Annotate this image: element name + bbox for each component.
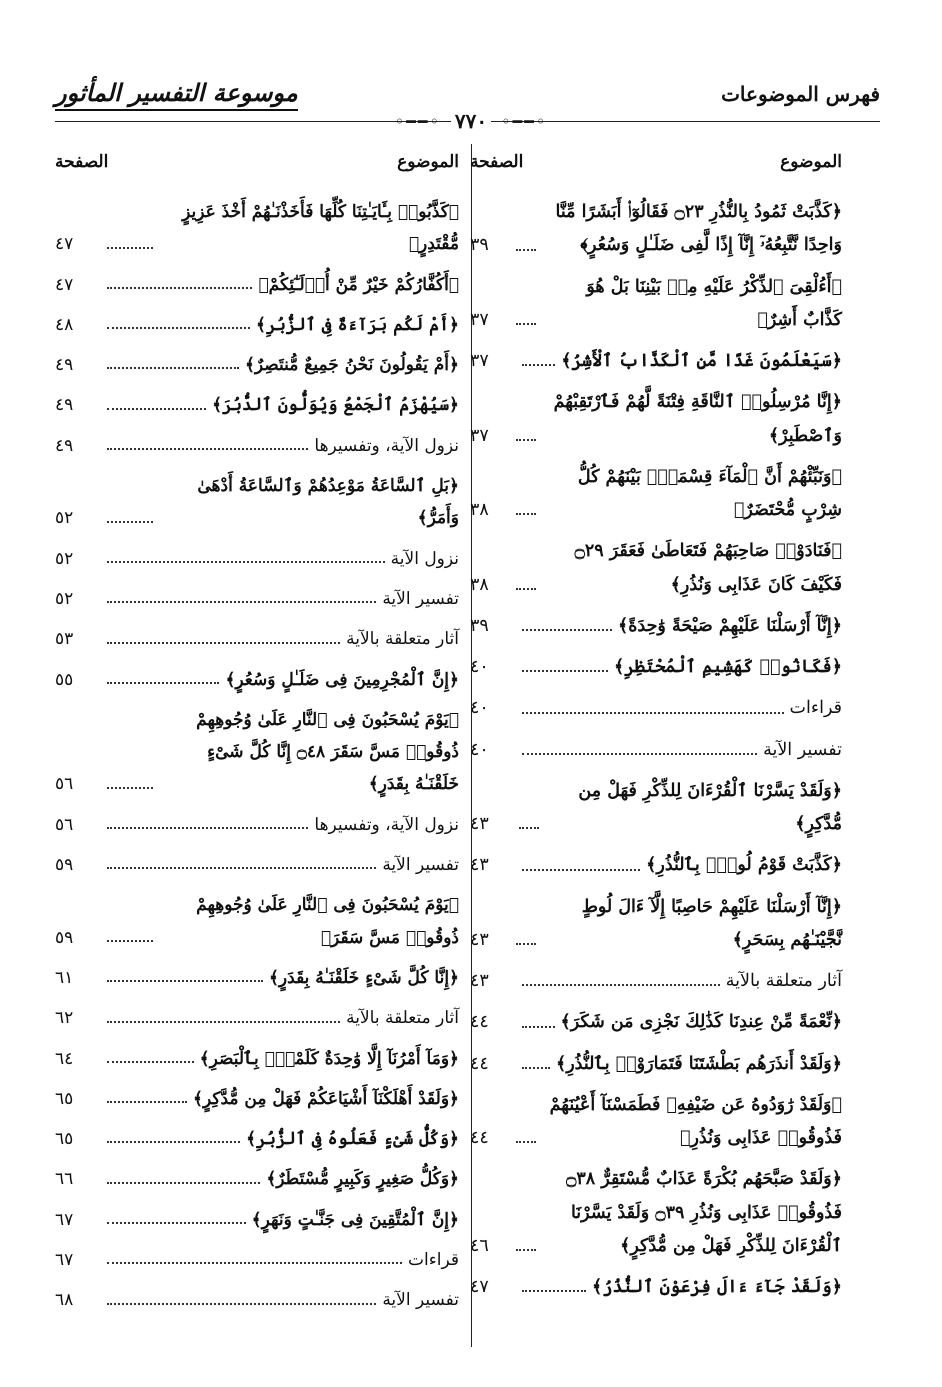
entry-title: ﴿إِنَّا كُلَّ شَىْءٍ خَلَقْنَـٰهُ بِقَدَرٍ﴾	[268, 967, 459, 988]
index-entry	[55, 579, 459, 619]
entry-page-number: ٦٧	[55, 1209, 74, 1230]
entry-page-number: ٦١	[55, 967, 74, 988]
index-column-right	[470, 146, 842, 1308]
entry-title: ﴿وَلَقَدْ رَٰوَدُوهُ عَن ضَيْفِهِۦ فَطَمَسْنَآ أَعْيُنَهُمْ فَذُوقُوا۟ عَذَابِى وَنُذُرِ﴾	[549, 1094, 842, 1148]
index-entry	[470, 1267, 842, 1308]
entry-page-number: ٤٦	[470, 1235, 489, 1256]
topic-header: الموضوع	[397, 152, 459, 172]
entry-page-number: ٤٧	[55, 274, 74, 295]
entry-page-number: ٤٤	[470, 1128, 489, 1148]
entry-title: ﴿أَمْ لَكُم بَرَآءَةٌ فِى ٱلزُّبُرِ﴾	[256, 314, 459, 335]
entry-page-number: ٤٧	[55, 234, 74, 255]
dot-leader	[107, 787, 153, 789]
entry-page-number: ٣٧	[470, 351, 489, 371]
entry-page-number: ٤٤	[470, 1012, 489, 1033]
index-entry	[55, 265, 459, 305]
entry-title: ﴿يَوْمَ يُسْحَبُونَ فِى ٱلنَّارِ عَلَىٰ وُجُوهِهِمْ ذُوقُوا۟ مَسَّ سَقَرَ ۝٤٨ إِنَّا كُلَّ شَىْءٍ خَلَقْنَـٰهُ بِقَدَرٍ﴾	[196, 709, 459, 795]
index-entry	[55, 958, 459, 998]
dot-leader	[107, 642, 340, 644]
index-entry	[55, 305, 459, 345]
dot-leader	[107, 448, 308, 450]
dot-leader	[516, 588, 536, 590]
entry-title: قراءات	[789, 698, 842, 719]
entry-title: ﴿أَكُفَّارُكُمْ خَيْرٌ مِّنْ أُو۟لَـٰٓئِكُمْ﴾	[258, 274, 459, 295]
dot-leader	[107, 521, 153, 523]
index-entry	[470, 267, 842, 342]
dot-leader	[107, 1303, 376, 1305]
entry-page-number: ٦٦	[55, 1169, 74, 1190]
dot-leader	[516, 1249, 536, 1251]
entry-title: ﴿وَلَقَدْ صَبَّحَهُم بُكْرَةً عَذَابٌ مُّسْتَقِرٌّ ۝٣٨ فَذُوقُوا۟ عَذَابِى وَنُذُرِ ۝٣٩ وَلَقَدْ يَسَّرْنَا ٱلْقُرْءَانَ لِلذِّكْرِ فَهَلْ مِن مُّدَّكِرٍ﴾	[566, 1169, 842, 1256]
dot-leader	[519, 827, 539, 829]
entry-page-number: ٥٥	[55, 669, 74, 690]
page-header-label: الصفحة	[55, 152, 109, 172]
index-entry	[470, 887, 842, 962]
entry-title: ﴿أَءُلْقِىَ ٱلذِّكْرُ عَلَيْهِ مِنۢ بَيْنِنَا بَلْ هُوَ كَذَّابٌ أَشِرٌ﴾	[586, 276, 842, 330]
entry-page-number: ٤٣	[470, 929, 489, 950]
column-header	[470, 146, 842, 182]
index-entry	[470, 531, 842, 606]
entry-list	[470, 192, 842, 1308]
entry-page-number: ٦٧	[55, 1250, 74, 1271]
dot-leader	[107, 367, 239, 369]
dot-leader	[107, 980, 263, 982]
entry-title: ﴿إِنَّآ أَرْسَلْنَا عَلَيْهِمْ صَيْحَةً وَٰحِدَةً﴾	[618, 615, 842, 636]
entry-page-number: ٥٩	[55, 855, 74, 876]
entry-title: ﴿وَلَقَدْ أَنذَرَهُم بَطْشَتَنَا فَتَمَارَوْا۟ بِٱلنُّذُرِ﴾	[555, 1053, 842, 1074]
dot-leader	[522, 1290, 586, 1292]
index-entry	[470, 771, 842, 846]
dot-leader	[107, 867, 376, 869]
dot-leader	[107, 1141, 240, 1143]
dot-leader	[516, 943, 536, 945]
entry-page-number: ٦٥	[55, 1088, 74, 1109]
index-entry	[55, 192, 459, 265]
entry-page-number: ٤٣	[470, 855, 489, 876]
entry-title: ﴿فَنَادَوْا۟ صَاحِبَهُمْ فَتَعَاطَىٰ فَعَقَرَ ۝٢٩ فَكَيْفَ كَانَ عَذَابِى وَنُذُرِ﴾	[574, 541, 842, 595]
entry-title: ﴿أَمْ يَقُولُونَ نَحْنُ جَمِيعٌ مُّنتَصِرٌ﴾	[244, 355, 459, 376]
page-number: ٧٧٠	[451, 109, 491, 133]
entry-page-number: ٤٣	[470, 814, 489, 834]
dot-leader	[107, 827, 308, 829]
entry-title: ﴿وَكُلُّ شَىْءٍ فَعَلُوهُ فِى ٱلزُّبُرِ﴾	[246, 1129, 459, 1150]
index-entry	[55, 385, 459, 425]
entry-title: ﴿إِنَّآ أَرْسَلْنَا عَلَيْهِمْ حَاصِبًا إِلَّآ ءَالَ لُوطٍ نَّجَّيْنَـٰهُم بِسَحَرٍ﴾	[581, 896, 842, 950]
index-entry	[470, 606, 842, 647]
dot-leader	[107, 1262, 402, 1264]
index-entry	[55, 845, 459, 885]
index-entry	[55, 700, 459, 805]
index-entry	[470, 382, 842, 457]
dot-leader	[522, 869, 640, 871]
section-title: فهرس الموضوعات	[721, 82, 880, 106]
topic-header: الموضوع	[780, 152, 842, 172]
index-entry	[470, 192, 842, 267]
index-entry	[470, 1085, 842, 1160]
entry-page-number: ٣٧	[470, 425, 489, 446]
dot-leader	[107, 1061, 194, 1063]
entry-title: ﴿كَذَّبَتْ قَوْمُ لُوطٍۭ بِٱلنُّذُرِ﴾	[646, 855, 842, 876]
dot-leader	[107, 327, 250, 329]
index-entry	[470, 457, 842, 532]
entry-page-number: ٣٧	[470, 309, 489, 330]
entry-page-number: ٥٢	[55, 588, 74, 609]
entry-page-number: ٦٨	[55, 1290, 74, 1311]
index-entry	[470, 730, 842, 771]
entry-title: تفسير الآية	[382, 1290, 459, 1311]
entry-page-number: ٥٩	[55, 927, 74, 948]
index-entry	[55, 1200, 459, 1240]
dot-leader	[107, 247, 153, 249]
index-entry	[470, 845, 842, 886]
entry-title: ﴿كَذَّبُوا۟ بِـَٔايَـٰتِنَا كُلِّهَا فَأَخَذْنَـٰهُمْ أَخْذَ عَزِيزٍ مُّقْتَدِرٍ﴾	[182, 202, 459, 255]
entry-title: نزول الآية	[390, 548, 459, 569]
index-entry	[470, 1044, 842, 1085]
entry-list	[55, 192, 459, 1321]
entry-title: آثار متعلقة بالآية	[346, 629, 459, 650]
dot-leader	[107, 1021, 340, 1023]
index-entry	[55, 619, 459, 659]
index-entry	[55, 466, 459, 539]
index-entry	[470, 341, 842, 382]
column-header	[55, 146, 459, 182]
dot-leader	[522, 1026, 555, 1028]
entry-title: ﴿فَكَانُوا۟ كَهَشِيمِ ٱلْمُحْتَظِرِ﴾	[613, 657, 842, 677]
entry-page-number: ٤٩	[55, 355, 74, 376]
entry-page-number: ٦٢	[55, 1008, 74, 1029]
entry-title: ﴿كَذَّبَتْ ثَمُودُ بِالنُّذُرِ ۝٢٣ فَقَالُوٓا۟ أَبَشَرًا مِّنَّا وَاحِدًا نَّتَّبِعُهُۥٓ إِنَّآ إِذًا لَّفِى ضَلَـٰلٍ وَسُعُرٍ﴾	[555, 202, 842, 256]
dot-leader	[522, 629, 612, 631]
entry-page-number: ٤٩	[55, 435, 74, 456]
entry-page-number: ٥٣	[55, 629, 74, 650]
entry-page-number: ٥٦	[55, 774, 74, 795]
index-entry	[55, 1039, 459, 1079]
entry-title: ﴿يَوْمَ يُسْحَبُونَ فِى ٱلنَّارِ عَلَىٰ وُجُوهِهِمْ ذُوقُوا۟ مَسَّ سَقَرَ﴾	[196, 895, 459, 948]
entry-title: تفسير الآية	[382, 855, 459, 876]
dot-leader	[107, 1182, 260, 1184]
entry-title: ﴿إِنَّ ٱلْمُتَّقِينَ فِى جَنَّـٰتٍ وَنَهَرٍ﴾	[251, 1209, 459, 1230]
entry-title: آثار متعلقة بالآية	[346, 1008, 459, 1029]
dot-leader	[516, 439, 536, 441]
entry-page-number: ٥٦	[55, 814, 74, 835]
entry-page-number: ٤٣	[470, 971, 489, 991]
index-entry	[55, 660, 459, 700]
dot-leader	[522, 364, 555, 366]
index-entry	[470, 1159, 842, 1267]
entry-title: قراءات	[408, 1250, 459, 1271]
index-entry	[55, 885, 459, 958]
ornament-icon: ◦━━◦	[501, 111, 548, 131]
page-header-label: الصفحة	[470, 152, 524, 172]
index-column-left	[55, 146, 459, 1321]
entry-page-number: ٦٥	[55, 1129, 74, 1150]
entry-title: تفسير الآية	[382, 588, 459, 609]
index-entry	[55, 1280, 459, 1320]
dot-leader	[522, 753, 757, 755]
index-entry	[55, 998, 459, 1038]
entry-page-number: ٤٠	[470, 739, 489, 760]
ornament-icon: ◦━━◦	[394, 111, 441, 131]
dot-leader	[107, 287, 252, 289]
dot-leader	[522, 1067, 550, 1069]
entry-page-number: ٤٤	[470, 1053, 489, 1074]
index-entry	[470, 1002, 842, 1043]
entry-title: ﴿وَكُلُّ صَغِيرٍ وَكَبِيرٍ مُّسْتَطَرٌ﴾	[266, 1169, 459, 1190]
entry-title: ﴿بَلِ ٱلسَّاعَةُ مَوْعِدُهُمْ وَٱلسَّاعَةُ أَدْهَىٰ وَأَمَرُّ﴾	[197, 476, 459, 529]
dot-leader	[522, 712, 784, 714]
entry-page-number: ٥٢	[55, 508, 74, 529]
entry-title: ﴿وَنَبِّئْهُمْ أَنَّ ٱلْمَآءَ قِسْمَةٌۢ بَيْنَهُمْ كُلُّ شِرْبٍ مُّحْتَضَرٌ﴾	[577, 466, 842, 520]
dot-leader	[516, 323, 536, 325]
index-entry	[55, 1159, 459, 1199]
index-entry	[55, 1240, 459, 1280]
entry-page-number: ٥٢	[55, 548, 74, 569]
index-entry	[55, 805, 459, 845]
dot-leader	[107, 601, 376, 603]
entry-title: ﴿وَلَقَدْ جَآءَ ءَالَ فِرْعَوْنَ ٱلنُّذُرُ﴾	[592, 1277, 842, 1297]
entry-page-number: ٣٩	[470, 615, 489, 636]
dot-leader	[107, 1101, 187, 1103]
entry-title: ﴿وَلَقَدْ أَهْلَكْنَآ أَشْيَاعَكُمْ فَهَلْ مِن مُّدَّكِرٍ﴾	[193, 1088, 459, 1109]
index-entry	[55, 539, 459, 579]
entry-page-number: ٣٩	[470, 235, 489, 256]
entry-title: آثار متعلقة بالآية	[725, 971, 842, 991]
index-entry	[55, 426, 459, 466]
dot-leader	[107, 561, 385, 563]
dot-leader	[522, 984, 720, 986]
entry-title: ﴿إِنَّا مُرْسِلُوا۟ ٱلنَّاقَةِ فِتْنَةً لَّهُمْ فَٱرْتَقِبْهُمْ وَٱصْطَبِرْ﴾	[553, 392, 842, 446]
entry-title: ﴿وَمَآ أَمْرُنَآ إِلَّا وَٰحِدَةٌ كَلَمْحٍۭ بِٱلْبَصَرِ﴾	[199, 1048, 459, 1069]
dot-leader	[516, 249, 536, 251]
dot-leader	[516, 1141, 536, 1143]
dot-leader	[107, 1222, 246, 1224]
entry-title: ﴿نِّعْمَةً مِّنْ عِندِنَا كَذَٰلِكَ نَجْزِى مَن شَكَرَ﴾	[560, 1012, 842, 1033]
entry-page-number: ٣٨	[470, 574, 489, 595]
entry-title: ﴿وَلَقَدْ يَسَّرْنَا ٱلْقُرْءَانَ لِلذِّكْرِ فَهَلْ مِن مُّدَّكِرٍ﴾	[578, 780, 842, 834]
entry-title: تفسير الآية	[763, 739, 842, 760]
entry-title: ﴿سَيَعْلَمُونَ غَدًا مَّنِ ٱلْكَذَّابُ ٱلْأَشِرُ﴾	[561, 351, 842, 371]
dot-leader	[107, 408, 206, 410]
index-entry	[55, 1079, 459, 1119]
entry-page-number: ٤٠	[470, 698, 489, 719]
index-entry	[470, 688, 842, 729]
entry-title: ﴿سَيُهْزَمُ ٱلْجَمْعُ وَيُوَلُّونَ ٱلدُّبُرَ﴾	[212, 395, 459, 416]
dot-leader	[107, 682, 219, 684]
entry-page-number: ٤٧	[470, 1277, 489, 1297]
entry-page-number: ٤٠	[470, 657, 489, 677]
entry-page-number: ٦٤	[55, 1048, 74, 1069]
entry-title: نزول الآية، وتفسيرها	[314, 435, 459, 456]
entry-page-number: ٤٩	[55, 395, 74, 416]
index-entry	[55, 1119, 459, 1159]
index-entry	[470, 961, 842, 1002]
page-number-bar	[0, 108, 942, 134]
dot-leader	[107, 940, 153, 942]
dot-leader	[522, 670, 608, 672]
index-entry	[55, 345, 459, 385]
entry-title: نزول الآية، وتفسيرها	[314, 814, 459, 835]
entry-page-number: ٣٨	[470, 500, 489, 520]
entry-title: ﴿إِنَّ ٱلْمُجْرِمِينَ فِى ضَلَـٰلٍ وَسُعُرٍ﴾	[225, 669, 459, 690]
book-title: موسوعة التفسير المأثور	[55, 78, 298, 111]
entry-page-number: ٤٨	[55, 314, 74, 335]
dot-leader	[516, 513, 536, 515]
index-entry	[470, 647, 842, 688]
